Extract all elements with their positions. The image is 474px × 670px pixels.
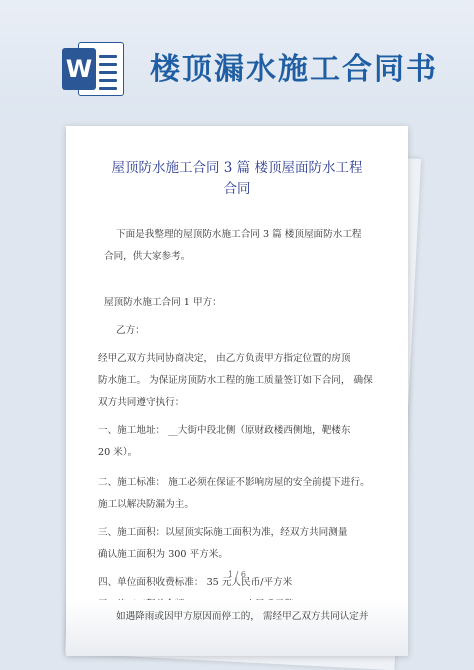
document-page	[66, 126, 408, 656]
body-line: 二、施工标准： 施工必须在保证不影响房屋的安全前提下进行。	[98, 477, 370, 488]
document-title: 楼顶漏水施工合同书	[150, 52, 438, 87]
body-line: 乙方：	[116, 325, 145, 336]
body-line: 一、施工地址： __大街中段北侧（原财政楼西侧地，靶楼东	[98, 425, 351, 436]
body-line: 双方共同遵守执行：	[98, 397, 185, 408]
word-letter: W	[62, 48, 96, 90]
word-document-icon	[62, 40, 126, 98]
body-line: 如遇降雨或因甲方原因而停工的， 需经甲乙双方共同认定并	[116, 611, 369, 622]
body-line: 下面是我整理的屋顶防水施工合同 3 篇 楼顶屋面防水工程	[116, 229, 362, 240]
body-line: 防水施工。 为保证房顶防水工程的施工质量签订如下合同， 确保	[98, 375, 373, 386]
body-line: 施工以解决防漏为主。	[98, 499, 194, 510]
body-line: 三、施工面积：以屋顶实际施工面积为准，经双方共同测量	[98, 527, 348, 538]
page-heading-line-1: 屋顶防水施工合同 3 篇 楼顶屋面防水工程	[111, 160, 363, 176]
body-line: 合同，供大家参考。	[104, 251, 191, 262]
page-heading-line-2: 合同	[223, 181, 251, 197]
body-line: 经甲乙双方共同协商决定， 由乙方负责甲方指定位置的房顶	[98, 353, 351, 364]
page-heading	[96, 158, 378, 200]
body-line: 屋顶防水施工合同 1 甲方：	[104, 297, 222, 308]
page-number: 1 / 6	[228, 570, 246, 579]
body-line: 20 米）。	[98, 447, 138, 458]
page-footer-fade	[66, 600, 408, 656]
body-line: 四、单位面积收费标准： 35 元人民币/平方米	[98, 577, 293, 588]
body-line: 确认施工面积为 300 平方米。	[98, 549, 228, 560]
header-banner	[0, 0, 474, 118]
